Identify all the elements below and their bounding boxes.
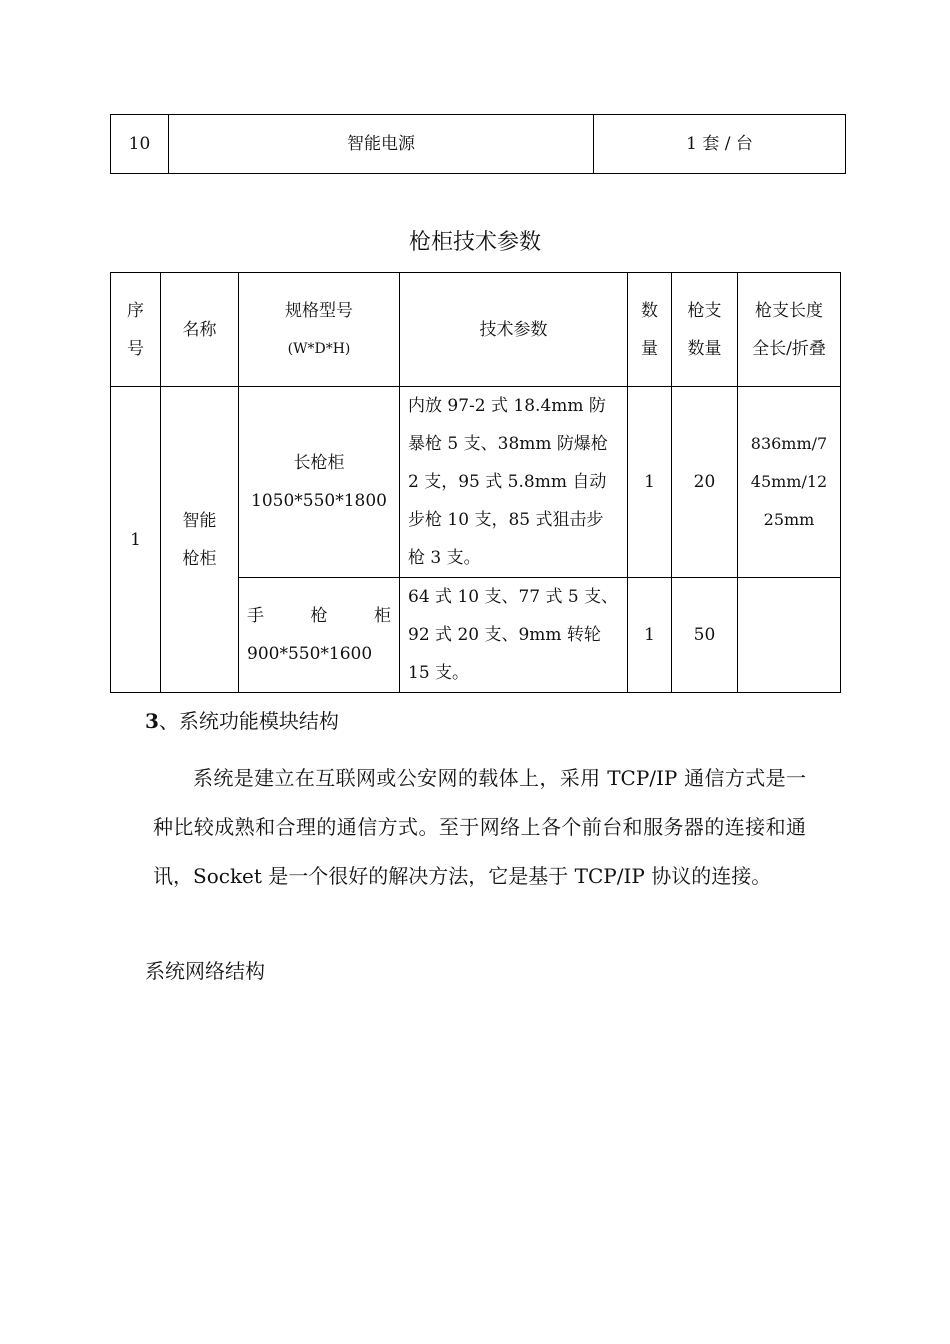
subheading: 系统网络结构 (145, 959, 265, 983)
power-item-table (110, 114, 846, 174)
header-tech: 技术参数 (400, 273, 628, 387)
header-index: 序号 (111, 273, 161, 387)
body-paragraph (153, 754, 806, 901)
gun-length-long-cabinet: 836mm/745mm/1225mm (738, 387, 841, 578)
section-number: 3 (145, 709, 159, 733)
section-heading (145, 702, 339, 740)
gun-length-pistol-cabinet (738, 578, 841, 693)
spec-long-cabinet: 长枪柜 1050*550*1800 (239, 387, 400, 578)
item-index: 10 (111, 115, 169, 174)
header-spec: 规格型号 (W*D*H) (239, 273, 400, 387)
paragraph-text: 系统是建立在互联网或公安网的载体上，采用 TCP/IP 通信方式是一种比较成熟和合理的通信方式。至于网络上各个前台和服务器的连接和通讯，Socket 是一个很好的解决方法，它是基于 TCP/IP 协议的连接。 (153, 766, 806, 888)
header-gun-count: 枪支数量 (672, 273, 738, 387)
gun-count-long-cabinet: 20 (672, 387, 738, 578)
header-qty: 数量 (628, 273, 672, 387)
gun-count-pistol-cabinet: 50 (672, 578, 738, 693)
row-index: 1 (111, 387, 161, 693)
gun-cabinet-table (110, 272, 841, 693)
tech-long-cabinet: 内放 97-2 式 18.4mm 防暴枪 5 支、38mm 防爆枪 2 支，95 式 5.8mm 自动步枪 10 支，85 式狙击步枪 3 支。 (400, 387, 628, 578)
table-row (111, 387, 841, 578)
table-title: 枪柜技术参数 (408, 230, 541, 255)
header-gun-length: 枪支长度全长/折叠 (738, 273, 841, 387)
header-name: 名称 (161, 273, 239, 387)
table-row (111, 115, 846, 174)
spec-pistol-cabinet: 手 枪 柜 900*550*1600 (239, 578, 400, 693)
section-title: 、系统功能模块结构 (158, 709, 339, 733)
header-row (111, 273, 841, 387)
item-quantity: 1 套 / 台 (594, 115, 846, 174)
item-name: 智能电源 (169, 115, 594, 174)
row-name: 智能枪柜 (161, 387, 239, 693)
qty-long-cabinet: 1 (628, 387, 672, 578)
tech-pistol-cabinet: 64 式 10 支、77 式 5 支、92 式 20 支、9mm 转轮 15 支。 (400, 578, 628, 693)
qty-pistol-cabinet: 1 (628, 578, 672, 693)
